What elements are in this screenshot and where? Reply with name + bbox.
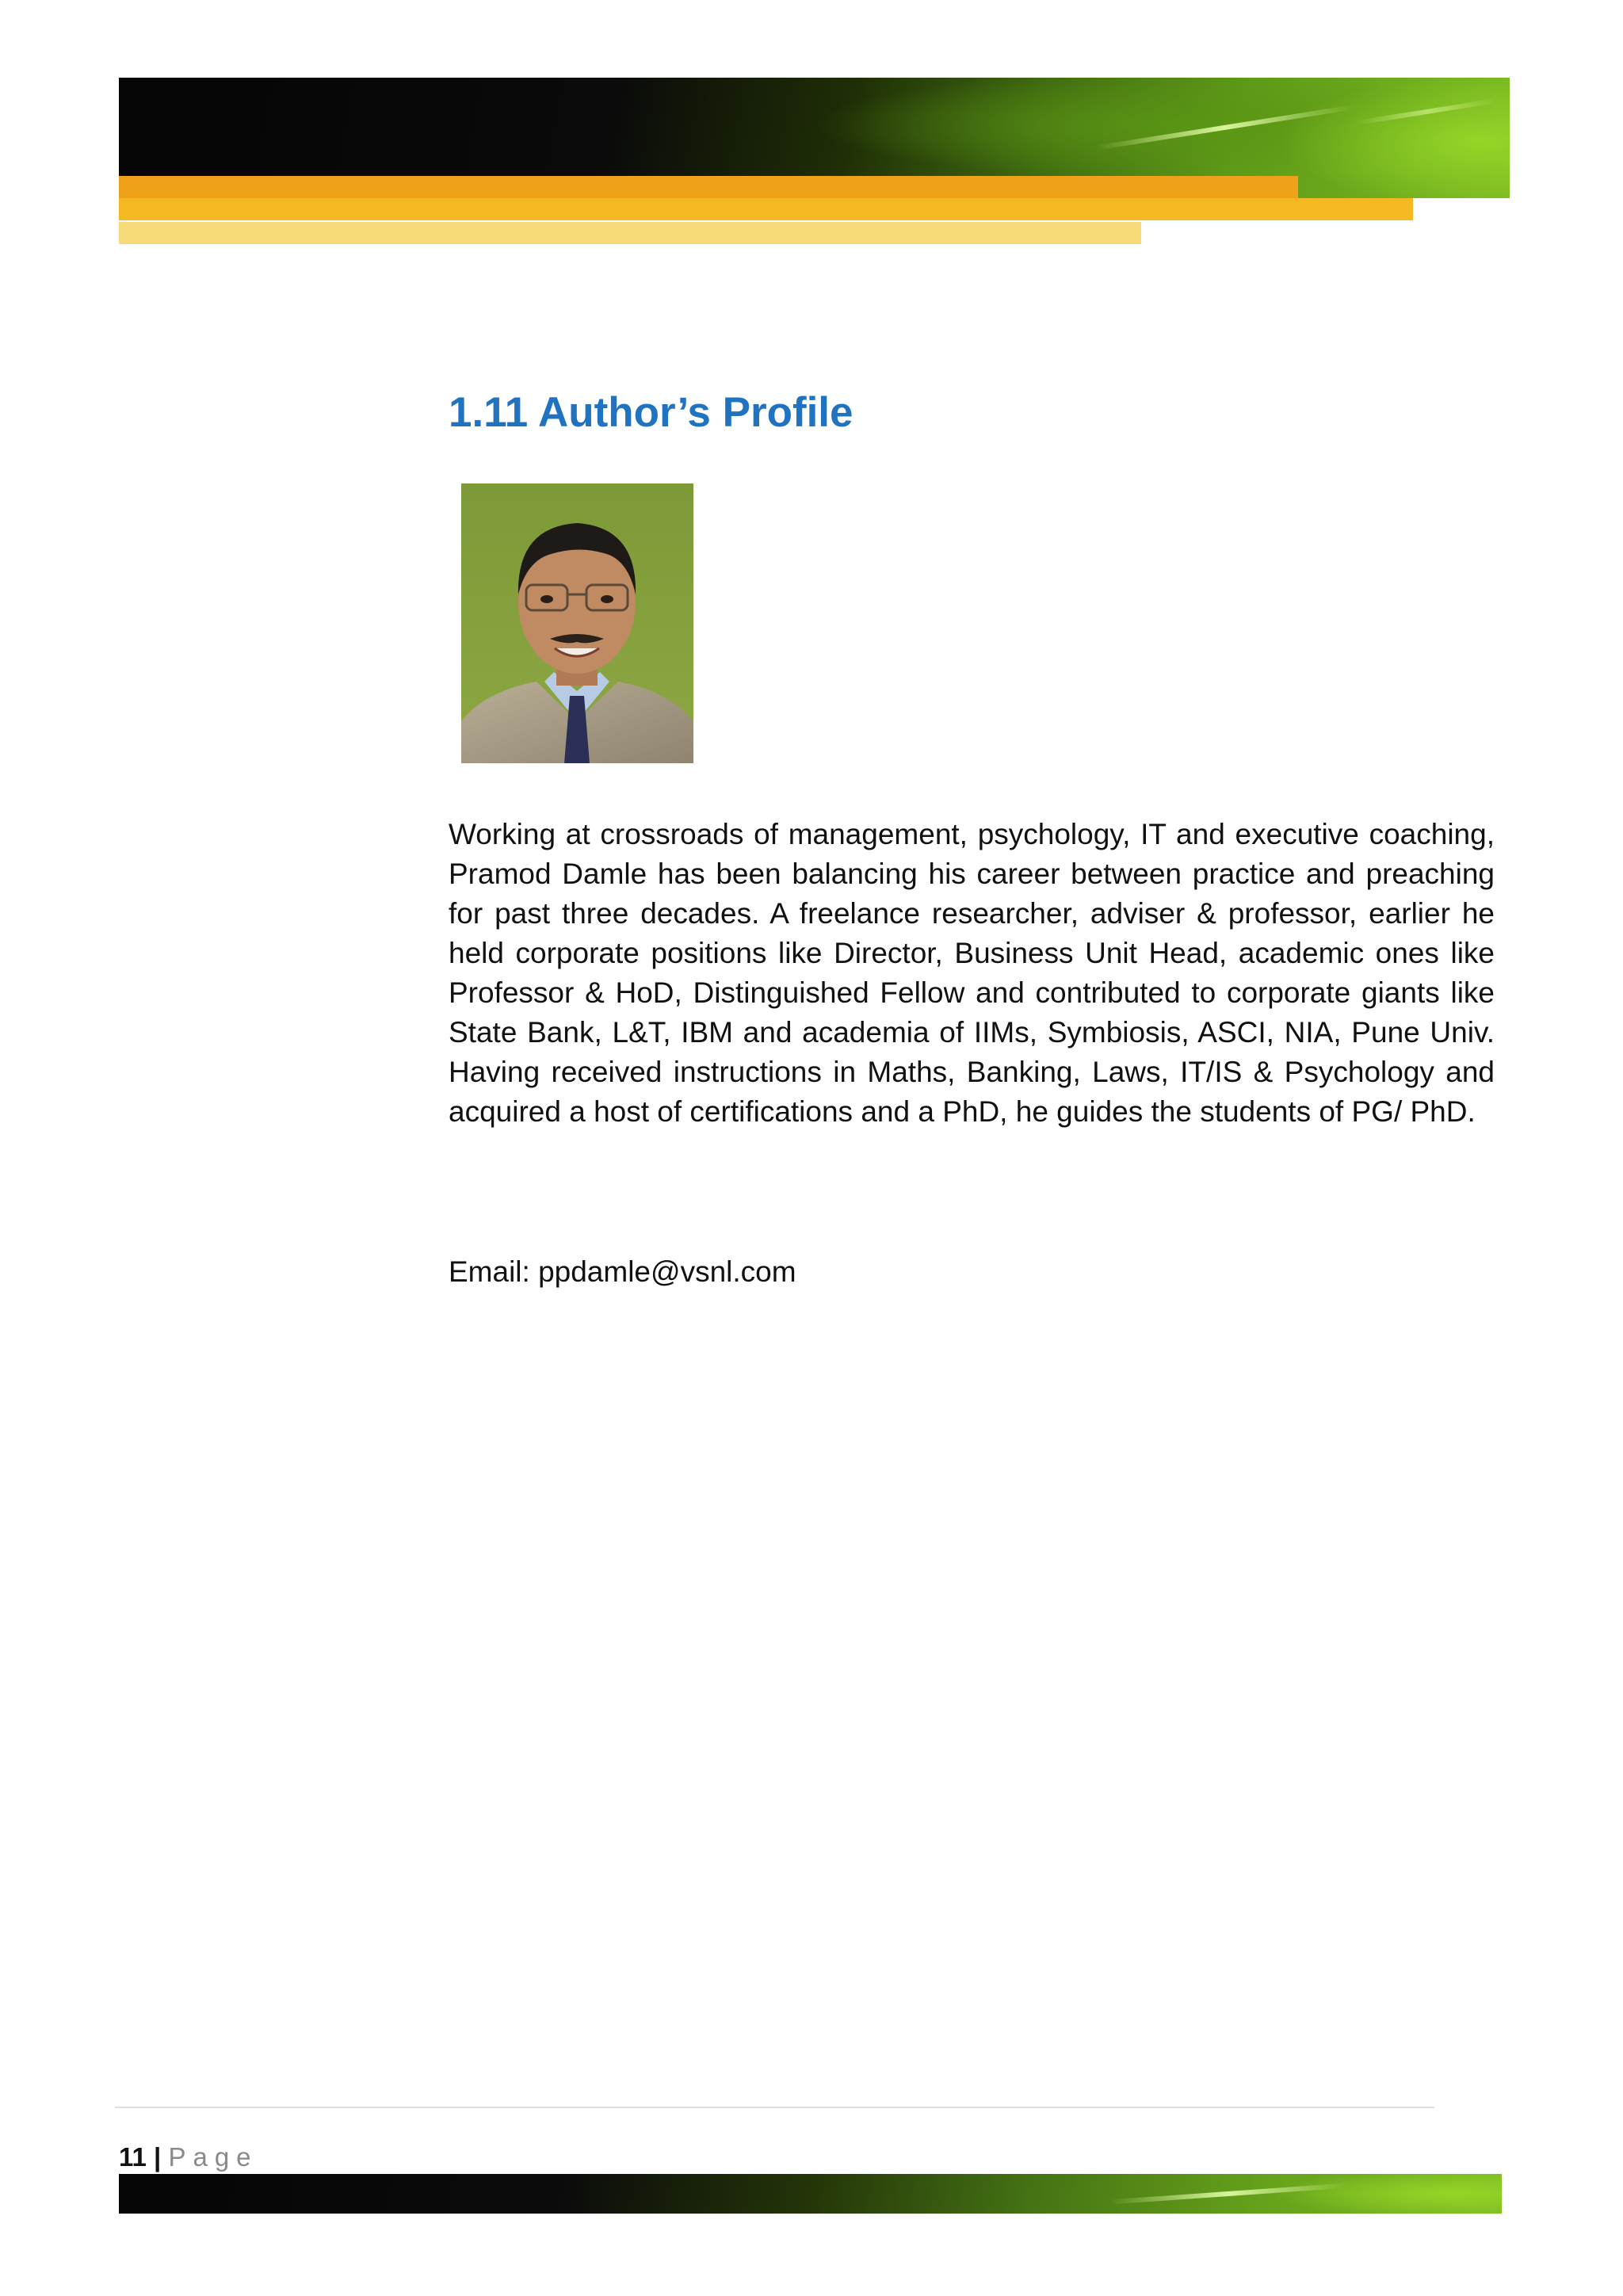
- header-light-streak: [1095, 105, 1354, 151]
- author-portrait: [461, 483, 693, 763]
- footer-divider: [115, 2107, 1434, 2108]
- author-email: Email: ppdamle@vsnl.com: [449, 1255, 796, 1288]
- page-separator: |: [146, 2142, 169, 2172]
- footer-light-streak: [1109, 2183, 1347, 2205]
- page-footer: [119, 2141, 258, 2173]
- footer-banner: [119, 2174, 1502, 2214]
- header-stripe-orange: [119, 176, 1298, 198]
- page-number: 11: [119, 2142, 147, 2172]
- page-label: Page: [168, 2142, 258, 2172]
- section-heading: 1.11 Author’s Profile: [449, 389, 854, 436]
- header-light-streak: [1356, 98, 1498, 125]
- portrait-photo-icon: [461, 483, 693, 763]
- header-stripe-yellow: [119, 198, 1413, 220]
- author-bio: Working at crossroads of management, psychology, IT and executive coaching, Pramod Damle has been balancing his career between practice and preaching for past three decades. A freelance researcher, adviser & professor, earlier he held corporate positions like Director, Business Unit Head, academic ones like Professor & HoD, Distinguished Fellow and contributed to corporate giants like State Bank, L&T, IBM and academia of IIMs, Symbiosis, ASCI, NIA, Pune Univ. Having received instructions in Maths, Banking, Laws, IT/IS & Psychology and acquired a host of certifications and a PhD, he guides the students of PG/ PhD.: [449, 818, 1495, 1128]
- header-stripe-light: [119, 222, 1141, 244]
